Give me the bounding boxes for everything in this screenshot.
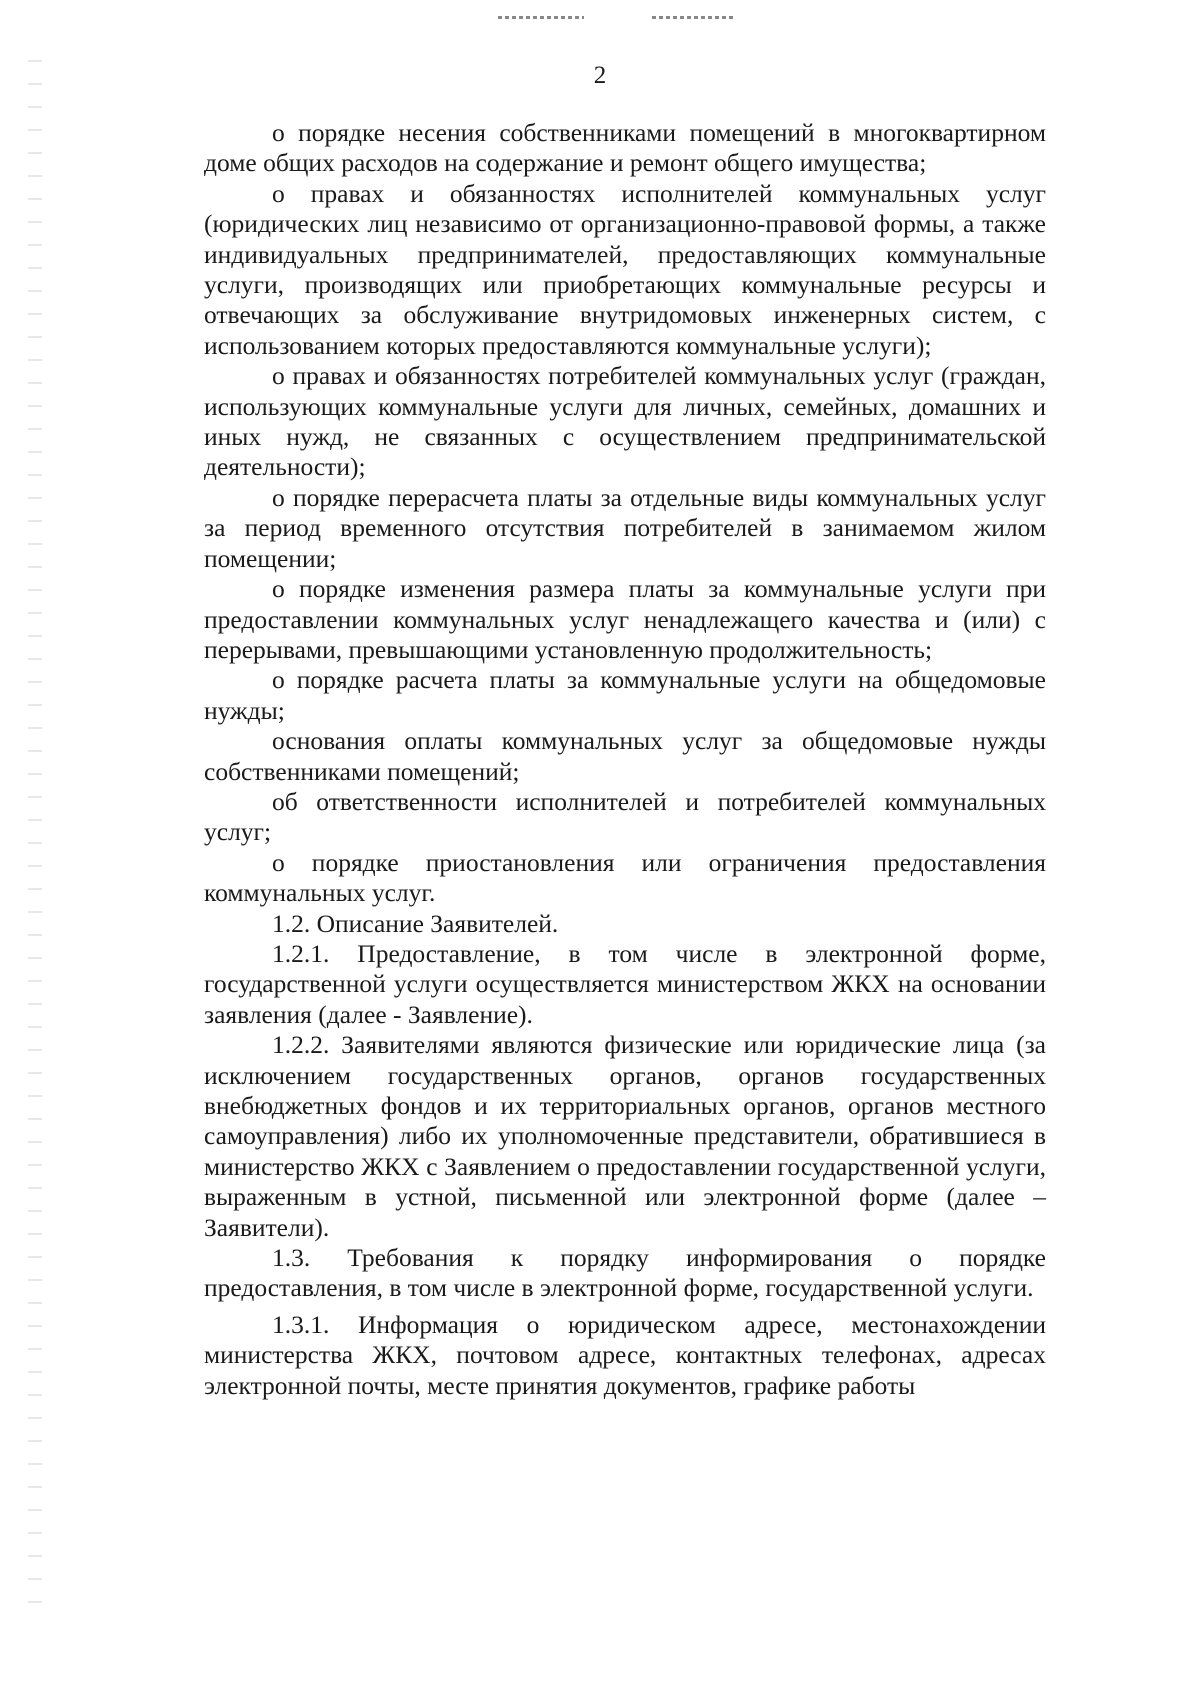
scan-artifact-left	[498, 16, 584, 19]
section-1-2-2: 1.2.2. Заявителями являются физические или юридические лица (за исключением государственных органов, органов государственных внебюджетных фондов и их территориальных органов, органов местного самоуправления) либо их уполномоченные представители, обратившиеся в министерство ЖКХ с Заявлением о предоставлении государственной услуги, выраженным в устной, письменной или электронной форме (далее – Заявители).	[204, 1030, 1046, 1242]
paragraph-suspension: о порядке приостановления или ограничения предоставления коммунальных услуг.	[204, 847, 1046, 908]
paragraph-consumer-rights: о правах и обязанностях потребителей коммунальных услуг (граждан, использующих коммунальные услуги для личных, семейных, домашних и иных нужд, не связанных с осуществлением предпринимательской деятельности);	[204, 361, 1046, 482]
section-1-2-1: 1.2.1. Предоставление, в том числе в электронной форме, государственной услуги осуществляется министерством ЖКХ на основании заявления (далее - Заявление).	[204, 938, 1046, 1029]
document-body	[204, 118, 1046, 1401]
page-number: 2	[593, 62, 607, 89]
section-1-3: 1.3. Требования к порядку информирования о порядке предоставления, в том числе в электронной форме, государственной услуги.	[204, 1243, 1046, 1303]
scan-artifacts-top	[0, 10, 1200, 22]
scan-artifact-right	[652, 16, 734, 19]
paragraph-common-needs-payment: основания оплаты коммунальных услуг за общедомовые нужды собственниками помещений;	[204, 726, 1046, 786]
paragraph-recalculation: о порядке перерасчета платы за отдельные виды коммунальных услуг за период временного отсутствия потребителей в занимаемом жилом помещении;	[204, 482, 1046, 573]
paragraph-fee-change: о порядке изменения размера платы за коммунальные услуги при предоставлении коммунальных услуг ненадлежащего качества и (или) с перерывами, превышающими установленную продолжительность;	[204, 574, 1046, 664]
paragraph-common-needs-calculation: о порядке расчета платы за коммунальные услуги на общедомовые нужды;	[204, 665, 1046, 725]
section-1-3-1: 1.3.1. Информация о юридическом адресе, местонахождении министерства ЖКХ, почтовом адресе, контактных телефонах, адресах электронной почты, месте принятия документов, графике работы	[204, 1309, 1046, 1400]
scan-artifact-left-edge	[28, 60, 42, 1620]
paragraph-provider-rights: о правах и обязанностях исполнителей коммунальных услуг (юридических лиц независимо от организационно-правовой формы, а также индивидуальных предпринимателей, предоставляющих коммунальные услуги, производящих или приобретающих коммунальные ресурсы и отвечающих за обслуживание внутридомовых инженерных систем, с использованием которых предоставляются коммунальные услуги);	[204, 178, 1046, 360]
paragraph-common-expenses: о порядке несения собственниками помещений в многоквартирном доме общих расходов на содержание и ремонт общего имущества;	[204, 118, 1046, 178]
section-heading-1-2: 1.2. Описание Заявителей.	[272, 908, 559, 938]
paragraph-responsibility: об ответственности исполнителей и потребителей коммунальных услуг;	[204, 786, 1046, 847]
